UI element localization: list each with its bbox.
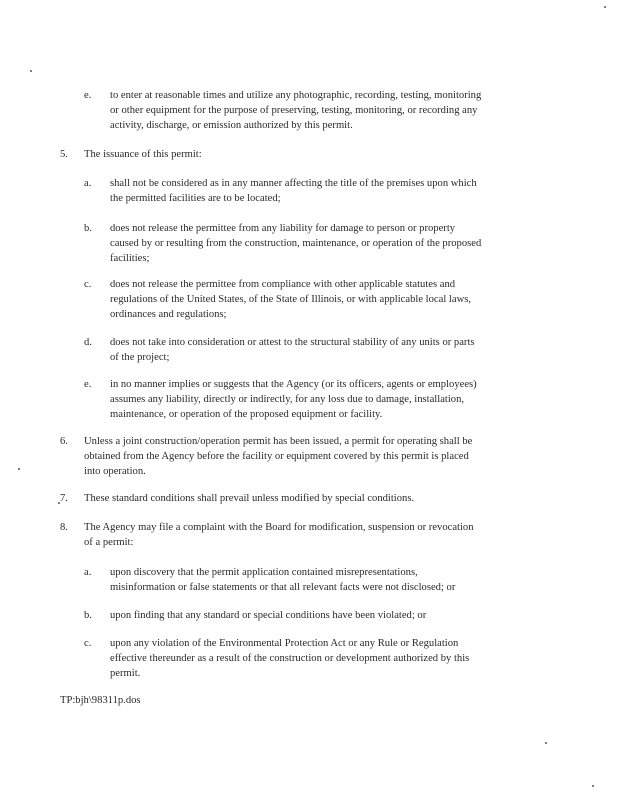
item-5a-label: a.	[84, 178, 92, 189]
item-5c-label: c.	[84, 279, 92, 290]
item-8c-line-3: permit.	[110, 668, 141, 679]
item-7-number: 7.	[60, 493, 68, 504]
item-5b-line-2: caused by or resulting from the construction, maintenance, or operation of the proposed	[110, 238, 482, 249]
item-5a-line-1: shall not be considered as in any manner affecting the title of the premises upon which	[110, 178, 477, 189]
item-5b-label: b.	[84, 223, 92, 234]
scan-speck	[604, 6, 606, 8]
item-8-line-1: The Agency may file a complaint with the Board for modification, suspension or revocation	[84, 522, 474, 533]
item-8a-label: a.	[84, 567, 92, 578]
scan-speck	[30, 70, 32, 72]
item-7-line-1: These standard conditions shall prevail unless modified by special conditions.	[84, 493, 415, 504]
item-4e-label: e.	[84, 90, 92, 101]
item-6-line-2: obtained from the Agency before the facility or equipment covered by this permit is placed	[84, 451, 469, 462]
item-8b-line-1: upon finding that any standard or special conditions have been violated; or	[110, 610, 427, 621]
item-8a-line-2: misinformation or false statements or that all relevant facts were not disclosed; or	[110, 582, 456, 593]
item-5e-line-2: assumes any liability, directly or indirectly, for any loss due to damage, installation,	[110, 394, 465, 405]
item-4e-line-2: or other equipment for the purpose of preserving, testing, monitoring, or recording any	[110, 105, 478, 116]
item-4e-line-1: to enter at reasonable times and utilize any photographic, recording, testing, monitoring	[110, 90, 482, 101]
item-5e-line-3: maintenance, or operation of the proposed equipment or facility.	[110, 409, 383, 420]
item-8a-line-1: upon discovery that the permit application contained misrepresentations,	[110, 567, 418, 578]
item-8c-line-2: effective thereunder as a result of the construction or development authorized by this	[110, 653, 470, 664]
item-5e-label: e.	[84, 379, 92, 390]
item-5c-line-3: ordinances and regulations;	[110, 309, 227, 320]
item-6-line-3: into operation.	[84, 466, 146, 477]
footer-file-code: TP:bjh\98311p.dos	[60, 695, 141, 706]
item-5b-line-1: does not release the permittee from any liability for damage to person or property	[110, 223, 456, 234]
item-5e-line-1: in no manner implies or suggests that the Agency (or its officers, agents or employees)	[110, 379, 477, 390]
item-5d-line-1: does not take into consideration or attest to the structural stability of any units or parts	[110, 337, 475, 348]
scan-speck	[58, 502, 60, 504]
item-5a-line-2: the permitted facilities are to be located;	[110, 193, 281, 204]
item-8c-line-1: upon any violation of the Environmental Protection Act or any Rule or Regulation	[110, 638, 459, 649]
scan-speck	[18, 468, 20, 470]
item-8b-label: b.	[84, 610, 92, 621]
item-5-number: 5.	[60, 149, 68, 160]
item-5c-line-1: does not release the permittee from compliance with other applicable statutes and	[110, 279, 456, 290]
item-6-number: 6.	[60, 436, 68, 447]
item-5-text: The issuance of this permit:	[84, 149, 202, 160]
item-6-line-1: Unless a joint construction/operation permit has been issued, a permit for operating shall be	[84, 436, 473, 447]
item-5d-label: d.	[84, 337, 92, 348]
item-4e-line-3: activity, discharge, or emission authorized by this permit.	[110, 120, 353, 131]
scan-speck	[545, 742, 547, 744]
item-5b-line-3: facilities;	[110, 253, 150, 264]
item-8c-label: c.	[84, 638, 92, 649]
scan-speck	[592, 785, 594, 787]
item-8-number: 8.	[60, 522, 68, 533]
item-5d-line-2: of the project;	[110, 352, 170, 363]
item-5c-line-2: regulations of the United States, of the State of Illinois, or with applicable local laws,	[110, 294, 471, 305]
item-8-line-2: of a permit:	[84, 537, 134, 548]
